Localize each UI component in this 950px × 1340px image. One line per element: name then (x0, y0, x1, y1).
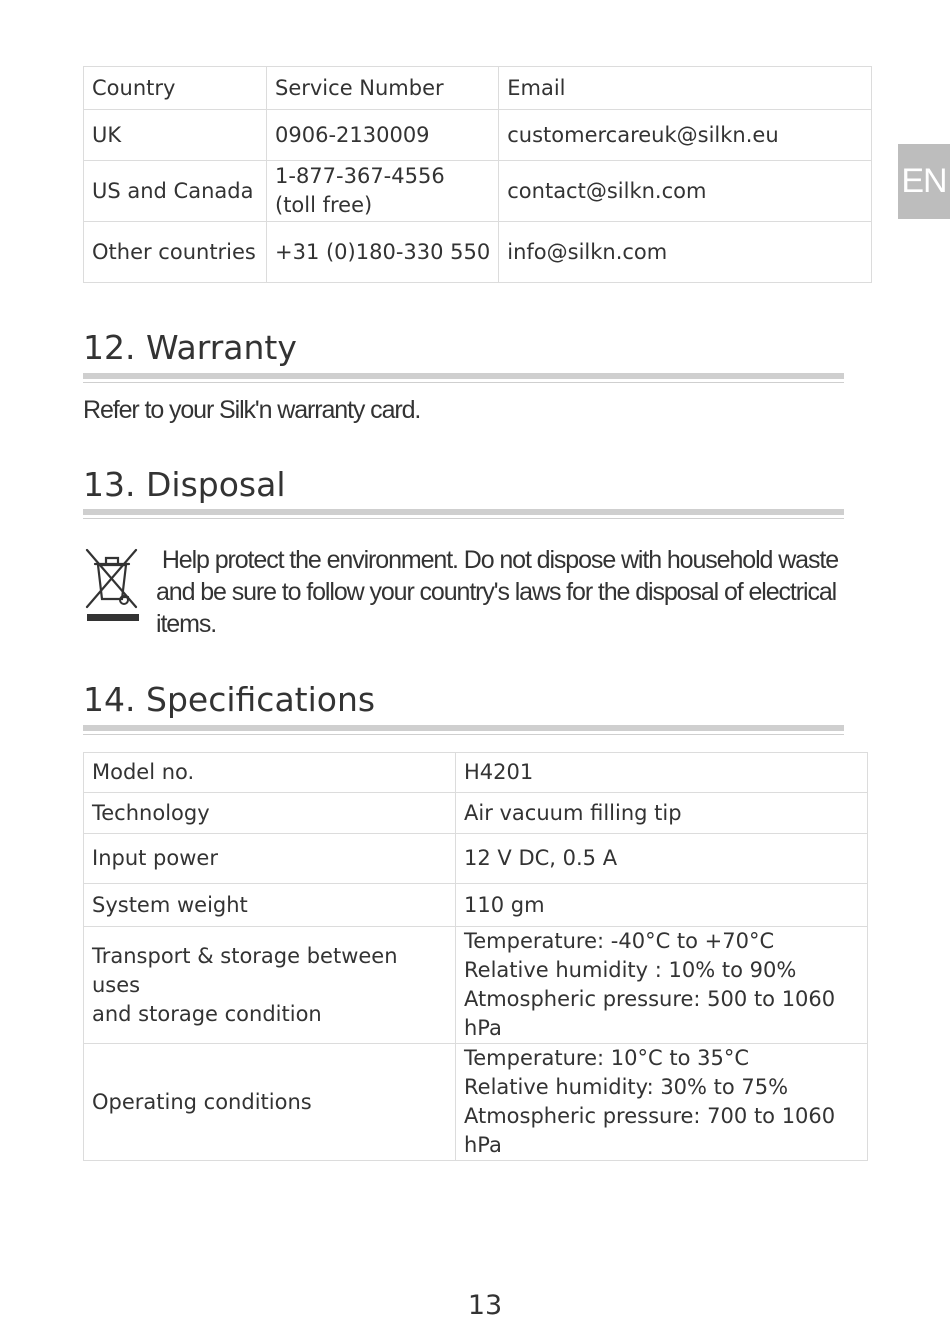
header-email: Email (499, 67, 872, 110)
spec-value: 110 gm (456, 884, 868, 927)
section-number: 12. (83, 328, 136, 367)
spec-label: Model no. (84, 753, 456, 793)
table-row (84, 222, 872, 283)
section-divider (83, 373, 844, 383)
section-title: Specifications (146, 680, 376, 719)
email-cell: info@silkn.com (499, 222, 872, 283)
table-row (84, 927, 868, 1044)
spec-value: H4201 (456, 753, 868, 793)
table-row (84, 793, 868, 834)
section-divider (83, 725, 844, 735)
section-divider (83, 509, 844, 519)
warranty-text: Refer to your Silk'n warranty card. (83, 396, 421, 424)
section-title: Warranty (146, 328, 297, 367)
language-tab: EN (898, 144, 950, 219)
section-title: Disposal (146, 465, 286, 504)
table-row (84, 110, 872, 161)
table-row (84, 884, 868, 927)
header-country: Country (84, 67, 267, 110)
table-header-row (84, 67, 872, 110)
country-cell: UK (84, 110, 267, 161)
specifications-table (83, 752, 868, 1161)
disposal-text (156, 544, 856, 640)
section-number: 13. (83, 465, 136, 504)
page-number: 13 (467, 1290, 503, 1321)
spec-label: System weight (84, 884, 456, 927)
warranty-heading (83, 328, 297, 367)
spec-value: Temperature: 10°C to 35°C Relative humidity: 30% to 75% Atmospheric pressure: 700 to 1060 hPa (456, 1044, 868, 1161)
table-row (84, 1044, 868, 1161)
spec-label: Input power (84, 834, 456, 884)
country-cell: US and Canada (84, 161, 267, 222)
service-number-cell: 0906-2130009 (267, 110, 499, 161)
email-cell: contact@silkn.com (499, 161, 872, 222)
crossed-out-wheelie-bin-icon (84, 547, 142, 625)
disposal-text-line: Help protect the environment. Do not dispose with household waste (156, 546, 839, 574)
table-row (84, 834, 868, 884)
service-number-cell: +31 (0)180-330 550 (267, 222, 499, 283)
specifications-heading (83, 680, 375, 719)
spec-label: Transport & storage between uses and storage condition (84, 927, 456, 1044)
disposal-heading (83, 465, 286, 504)
header-service-number: Service Number (267, 67, 499, 110)
spec-label: Operating conditions (84, 1044, 456, 1161)
disposal-text-line: and be sure to follow your country's laws for the disposal of electrical (156, 578, 837, 606)
spec-value: Temperature: -40°C to +70°C Relative humidity : 10% to 90% Atmospheric pressure: 500 to 1060 hPa (456, 927, 868, 1044)
table-row (84, 161, 872, 222)
spec-value: Air vacuum filling tip (456, 793, 868, 834)
service-number-cell: 1-877-367-4556 (toll free) (267, 161, 499, 222)
section-number: 14. (83, 680, 136, 719)
service-contact-table (83, 66, 872, 283)
spec-value: 12 V DC, 0.5 A (456, 834, 868, 884)
email-cell: customercareuk@silkn.eu (499, 110, 872, 161)
table-row (84, 753, 868, 793)
country-cell: Other countries (84, 222, 267, 283)
spec-label: Technology (84, 793, 456, 834)
disposal-text-line: items. (156, 610, 217, 638)
